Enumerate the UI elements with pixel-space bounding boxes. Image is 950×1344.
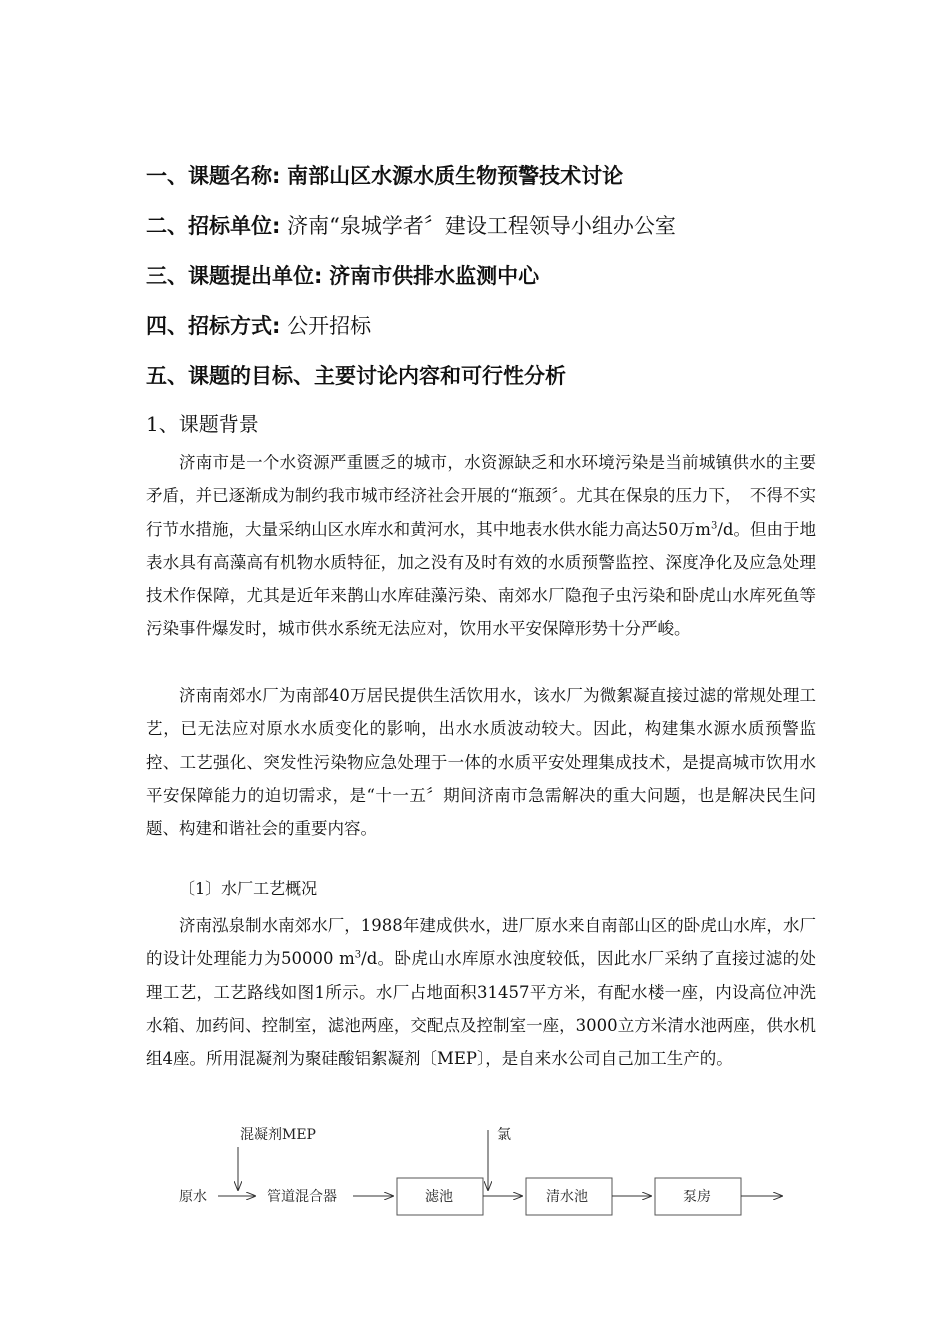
flow-step-filter: 滤池 [425,1189,453,1205]
heading-5-label: 五、课题的目标、主要讨论内容和可行性分析 [146,364,566,388]
paragraph-text: /d。卧虎山水库原水浊度较低，因此水厂采纳了直接过滤的处理工艺，工艺路线如图1所示。水厂占地面积31457平方米，有配水楼一座，内设高位冲洗水箱、加药间、控制室，滤池两座，交配点及控制室一座，3000立方米清水池两座，供水机组4座。所用混凝剂为聚硅酸铝絮凝剂〔MEP〕，是自来水公司自己加工生产的。 [146,949,817,1069]
heading-4-value: 公开招标 [287,314,372,338]
heading-2-value: 济南“泉城学者〞建设工程领导小组办公室 [287,214,676,238]
subsection-title: 〔1〕水厂工艺概况 [179,879,318,898]
heading-1-label: 一、课题名称: [146,164,281,188]
heading-3-label: 三、课题提出单位: [146,264,323,288]
heading-4-label: 四、招标方式: [146,314,281,338]
paragraph-text: 济南市是一个水资源严重匮乏的城市，水资源缺乏和水环境污染是当前城镇供水的主要矛盾，并已逐渐成为制约我市城市经济社会开展的“瓶颈〞。尤其在保泉的压力下， 不得不实行节水措施，大量采纳山区水库水和黄河水，其中地表水供水能力高达50万m [146,453,816,539]
heading-2-label: 二、招标单位: [146,214,281,238]
flow-step-raw-water: 原水 [179,1189,207,1205]
flow-step-pipe-mixer: 管道混合器 [267,1189,337,1205]
superscript: 3 [354,949,362,961]
superscript: 3 [710,520,718,532]
flow-input-chlorine: 氯 [497,1127,511,1143]
section-1-title: 1、课题背景 [146,412,259,436]
paragraph-text: 济南泓泉制水南郊水厂，1988年建成供水，进厂原水来自南部山区的卧虎山水库，水厂的设计处理能力为50000 m [146,916,816,969]
flow-step-pump-house: 泵房 [683,1189,711,1205]
heading-1-value: 南部山区水源水质生物预警技术讨论 [287,164,624,188]
flow-step-clear-water: 清水池 [546,1189,588,1205]
paragraph-text: /d。但由于地表水具有高藻高有机物水质特征，加之没有及时有效的水质预警监控、深度净化及应急处理技术作保障，尤其是近年来鹊山水库硅藻污染、南郊水厂隐孢子虫污染和卧虎山水库死鱼等污染事件爆发时，城市供水系统无法应对，饮用水平安保障形势十分严峻。 [146,519,816,639]
heading-3-value: 济南市供排水监测中心 [329,264,540,288]
flow-input-coagulant: 混凝剂MEP [240,1127,316,1143]
paragraph-background-2: 济南南郊水厂为南部40万居民提供生活饮用水，该水厂为微絮凝直接过滤的常规处理工艺，已无法应对原水水质变化的影响，出水水质波动较大。因此，构建集水源水质预警监控、工艺强化、突发性污染物应急处理于一体的水质平安处理集成技术，是提高城市饮用水平安保障能力的迫切需求，是“十一五〞期间济南市急需解决的重大问题，也是解决民生问题、构建和谐社会的重要内容。 [146,686,816,839]
